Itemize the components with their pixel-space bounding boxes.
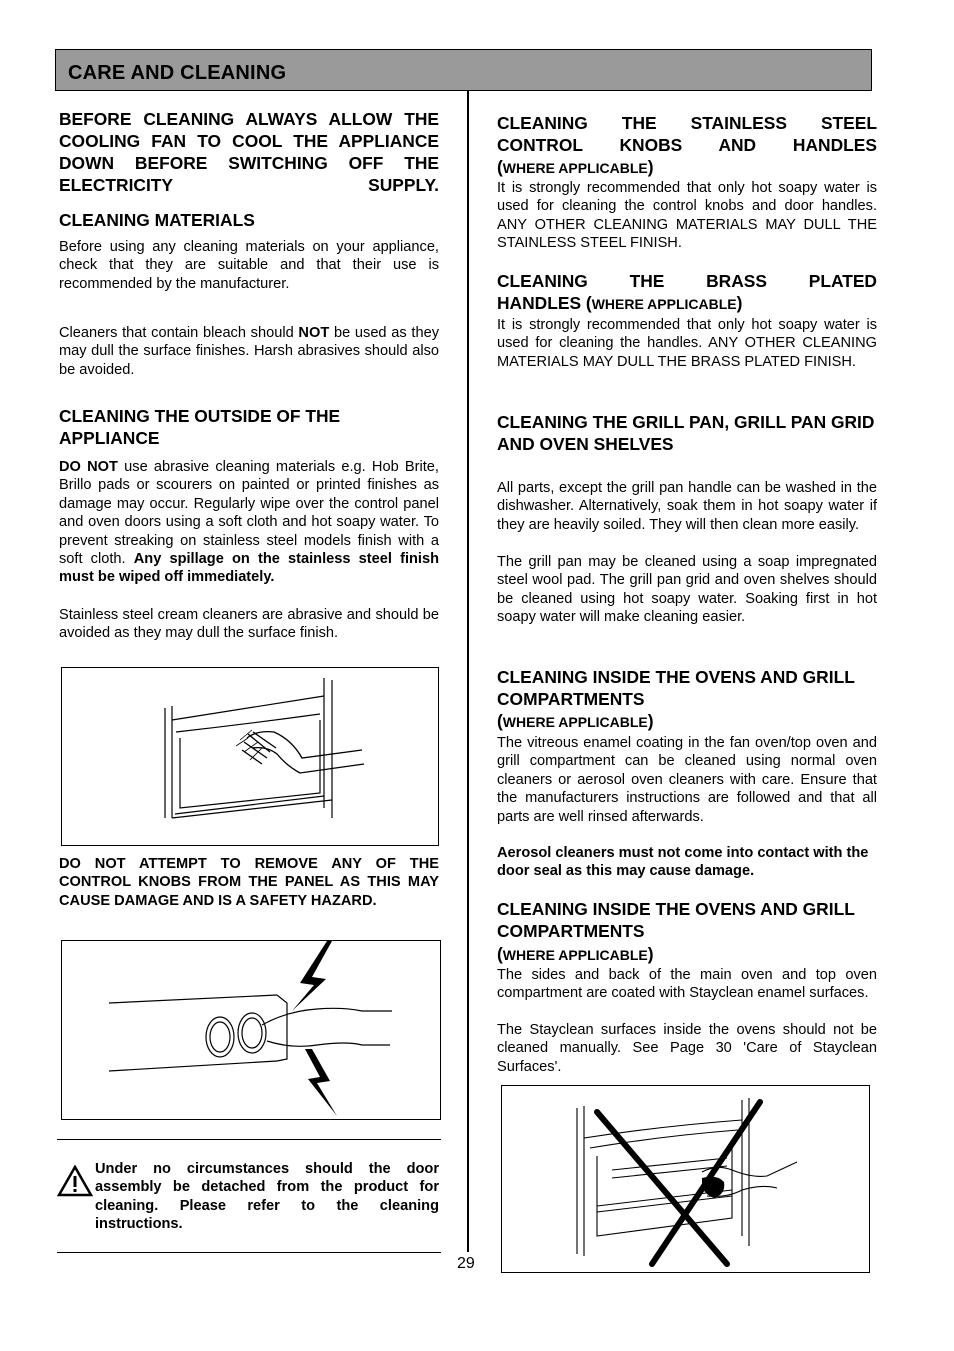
warning-bottom-rule	[57, 1252, 441, 1253]
materials-heading: CLEANING MATERIALS	[59, 210, 255, 230]
brass-heading: CLEANING THE BRASS PLATED	[497, 271, 877, 291]
grill-paragraph-1: All parts, except the grill pan handle can be washed in the dishwasher. Alternatively, soak them in hot soapy water if they are heavily soiled. They will then clean more easily.	[497, 480, 877, 533]
grill-paragraph-2: The grill pan may be cleaned using a soap impregnated steel wool pad. The grill pan grid and oven shelves should be cleaned using hot soapy water. Soaking first in hot soapy water will make cleaning easier.	[497, 554, 877, 626]
section-header	[55, 49, 872, 91]
warning-triangle-icon	[57, 1163, 91, 1203]
aerosol-warning: Aerosol cleaners must not come into contact with the door seal as this may cause damage.	[497, 845, 869, 880]
outside-do-not: DO NOT	[59, 459, 118, 475]
brass-where-text: WHERE APPLICABLE	[591, 296, 737, 312]
do-not-clean-interior-illustration	[501, 1085, 870, 1273]
brass-heading-handles: HANDLES	[497, 293, 582, 313]
control-knobs-illustration	[61, 940, 441, 1120]
brass-heading-2: HANDLES (WHERE APPLICABLE)	[497, 293, 743, 313]
grill-heading: CLEANING THE GRILL PAN, GRILL PAN GRID AND OVEN SHELVES	[497, 412, 875, 454]
bleach-paragraph	[59, 324, 439, 379]
wiping-door-illustration	[61, 667, 439, 846]
inside-ovens-heading-2: CLEANING INSIDE THE OVENS AND GRILL COMPARTMENTS	[497, 899, 855, 941]
outside-paragraph	[59, 458, 439, 587]
bleach-text-a: Cleaners that contain bleach should	[59, 325, 299, 341]
inside2-where-text: WHERE APPLICABLE	[502, 947, 648, 963]
stainless-heading: CLEANING THE STAINLESS STEEL CONTROL KNOBS AND HANDLES	[497, 113, 877, 155]
stayclean-paragraph-1: The sides and back of the main oven and top oven compartment are coated with Stayclean enamel surfaces.	[497, 967, 877, 1002]
stainless-where-text: WHERE APPLICABLE	[502, 160, 648, 176]
stainless-cream-paragraph: Stainless steel cream cleaners are abrasive and should be avoided as they may dull the surface finish.	[59, 607, 439, 642]
page-title: CARE AND CLEANING	[68, 62, 287, 84]
cooling-fan-warning: BEFORE CLEANING ALWAYS ALLOW THE COOLING FAN TO COOL THE APPLIANCE DOWN BEFORE SWITCHING OFF THE ELECTRICITY SUPPLY.	[59, 109, 439, 195]
column-divider	[467, 91, 469, 1252]
bleach-text-not: NOT	[298, 325, 330, 341]
inside1-where-text: WHERE APPLICABLE	[502, 714, 648, 730]
inside-ovens-heading-1: CLEANING INSIDE THE OVENS AND GRILL COMPARTMENTS	[497, 667, 855, 709]
brass-paragraph: It is strongly recommended that only hot soapy water is used for cleaning the handles. ANY OTHER CLEANING MATERIALS MAY DULL THE BRASS PLATED FINISH.	[497, 317, 877, 370]
door-warning: Under no circumstances should the door assembly be detached from the product for cleaning. Please refer to the cleaning instructions.	[95, 1161, 439, 1233]
inside-ovens-paragraph-1: The vitreous enamel coating in the fan oven/top oven and grill compartment can be cleaned using normal oven cleaners or aerosol oven cleaners with care. Ensure that the manufacturers instructions are followed and that all parts are well rinsed afterwards.	[497, 735, 877, 825]
inside-ovens-where-2: (WHERE APPLICABLE)	[497, 944, 654, 964]
materials-paragraph: Before using any cleaning materials on your appliance, check that they are suitable and that their use is recommended by the manufacturer.	[59, 239, 439, 292]
outside-spillage-warning: Any spillage on the stainless steel finish must be wiped off immediately.	[59, 551, 439, 586]
warning-top-rule	[57, 1139, 441, 1140]
outside-heading: CLEANING THE OUTSIDE OF THE APPLIANCE	[59, 406, 341, 448]
stainless-paragraph: It is strongly recommended that only hot soapy water is used for cleaning the control knobs and door handles. ANY OTHER CLEANING MATERIALS MAY DULL THE STAINLESS STEEL FINISH.	[497, 180, 877, 252]
stayclean-paragraph-2: The Stayclean surfaces inside the ovens should not be cleaned manually. See Page 30 'Care of Stayclean Surfaces'.	[497, 1022, 877, 1075]
page-number: 29	[457, 1255, 475, 1272]
outside-text: use abrasive cleaning materials e.g. Hob Brite, Brillo pads or scourers on painted or printed finishes as damage may occur. Regularly wipe over the control panel and oven doors using a soft cloth and hot soapy water. To prevent streaking on stainless steel models finish with a soft cloth.	[59, 459, 439, 568]
inside-ovens-where-1: (WHERE APPLICABLE)	[497, 711, 654, 731]
knobs-warning: DO NOT ATTEMPT TO REMOVE ANY OF THE CONTROL KNOBS FROM THE PANEL AS THIS MAY CAUSE DAMAGE AND IS A SAFETY HAZARD.	[59, 856, 439, 909]
stainless-where: (WHERE APPLICABLE)	[497, 157, 654, 177]
bleach-text-c: be used as they may dull the surface finishes. Harsh abrasives should also be avoided.	[59, 325, 439, 378]
